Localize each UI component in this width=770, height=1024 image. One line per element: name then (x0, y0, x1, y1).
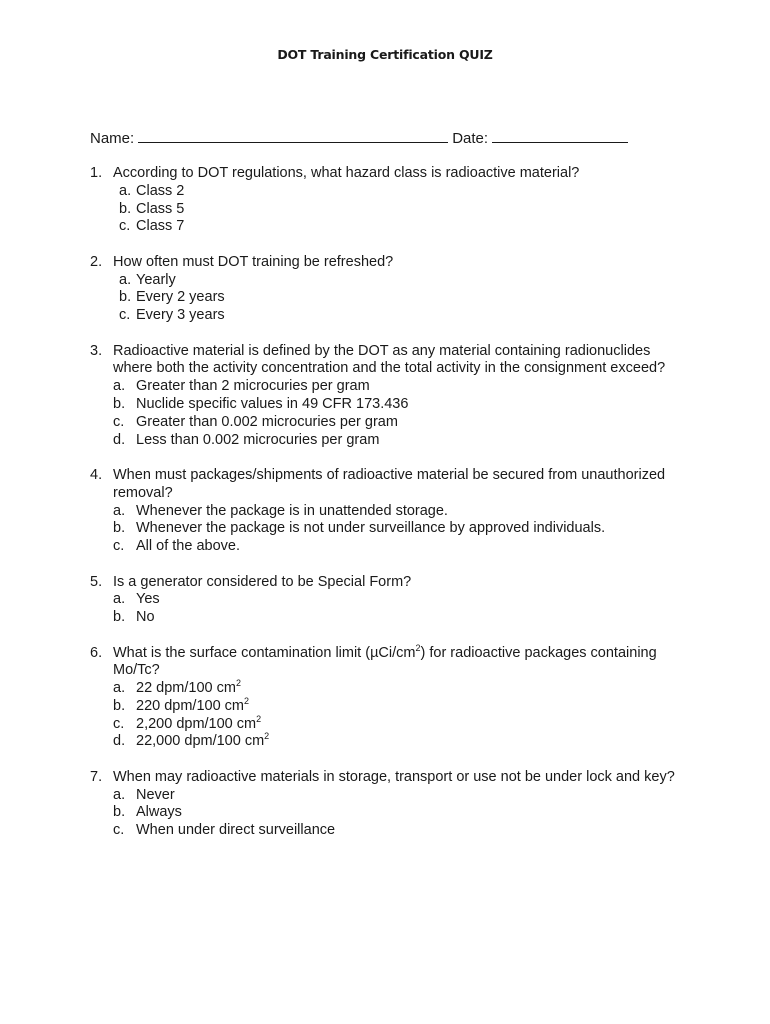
option-text: Always (136, 804, 182, 821)
option-text: Whenever the package is not under surveillance by approved individuals. (136, 520, 606, 537)
option-a[interactable] (113, 272, 690, 290)
option-b[interactable] (113, 396, 690, 414)
superscript: 2 (256, 713, 262, 724)
question-6 (90, 642, 690, 752)
option-text: Yes (136, 591, 160, 608)
option-b[interactable] (113, 289, 690, 307)
option-letter: b. (113, 804, 126, 821)
question-text: When may radioactive materials in storage, transport or use not be under lock and key? (113, 768, 675, 785)
option-b[interactable] (113, 520, 690, 538)
option-letter: a. (113, 378, 126, 395)
option-b[interactable] (113, 695, 690, 716)
date-label: Date: (452, 130, 489, 147)
superscript: 2 (235, 678, 241, 689)
option-letter: a. (113, 786, 126, 803)
option-letter: b. (119, 200, 132, 217)
question-number: 4. (90, 466, 103, 483)
option-a[interactable] (113, 787, 690, 805)
option-letter: d. (113, 733, 126, 750)
option-letter: b. (113, 697, 126, 714)
option-letter: a. (119, 271, 132, 288)
option-text-part: 22,000 dpm/100 cm (136, 733, 265, 750)
option-text-part: 220 dpm/100 cm (136, 697, 245, 714)
question-7 (90, 769, 690, 840)
date-field[interactable] (492, 128, 628, 143)
option-list (113, 378, 690, 449)
question-text-part: What is the surface contamination limit (µCi/cm (113, 644, 416, 661)
question-list (90, 165, 690, 858)
name-label: Name: (90, 130, 135, 147)
option-b[interactable] (113, 804, 690, 822)
option-letter: b. (113, 609, 126, 626)
option-list (113, 787, 690, 840)
option-list (113, 591, 690, 627)
option-c[interactable] (113, 822, 690, 840)
option-letter: b. (113, 395, 126, 412)
option-a[interactable] (113, 591, 690, 609)
option-text-part: 2,200 dpm/100 cm (136, 715, 257, 732)
option-text: Yearly (136, 271, 176, 288)
option-text: All of the above. (136, 538, 240, 555)
option-b[interactable] (113, 609, 690, 627)
option-text: Less than 0.002 microcuries per gram (136, 431, 380, 448)
option-list (113, 183, 690, 236)
question-number: 7. (90, 768, 103, 785)
option-letter: a. (119, 182, 132, 199)
question-1 (90, 165, 690, 236)
question-text: Is a generator considered to be Special Form? (113, 573, 412, 590)
question-3 (90, 343, 690, 450)
question-text: Radioactive material is defined by the DOT as any material containing radionuclides where both the activity concentration and the total activity in the consignment exceed? (113, 342, 666, 377)
option-d[interactable] (113, 432, 690, 450)
option-c[interactable] (113, 538, 690, 556)
option-letter: a. (113, 502, 126, 519)
option-letter: c. (113, 715, 125, 732)
option-a[interactable] (113, 183, 690, 201)
option-text: Whenever the package is in unattended storage. (136, 502, 448, 519)
option-c[interactable] (113, 713, 690, 734)
option-letter: d. (113, 431, 126, 448)
option-text: Greater than 2 microcuries per gram (136, 378, 370, 395)
option-text: Every 2 years (136, 289, 225, 306)
superscript: 2 (415, 642, 421, 653)
question-text: How often must DOT training be refreshed? (113, 253, 394, 270)
option-list (113, 680, 690, 751)
option-text: Greater than 0.002 microcuries per gram (136, 413, 398, 430)
option-letter: c. (119, 307, 131, 324)
option-text (136, 733, 269, 751)
option-text: Never (136, 786, 175, 803)
option-text: When under direct surveillance (136, 822, 336, 839)
option-text-part: 22 dpm/100 cm (136, 680, 236, 697)
option-list (113, 503, 690, 556)
option-text (136, 713, 262, 734)
option-d[interactable] (113, 733, 690, 751)
option-list (113, 272, 690, 325)
option-b[interactable] (113, 201, 690, 219)
option-a[interactable] (113, 378, 690, 396)
option-text: Class 2 (136, 182, 185, 199)
option-letter: b. (119, 289, 132, 306)
option-letter: b. (113, 520, 126, 537)
name-date-line (90, 128, 632, 147)
question-text: According to DOT regulations, what hazard class is radioactive material? (113, 165, 580, 181)
option-text (136, 695, 250, 716)
option-letter: a. (113, 591, 126, 608)
question-2 (90, 254, 690, 325)
question-number: 5. (90, 573, 103, 590)
option-c[interactable] (113, 414, 690, 432)
superscript: 2 (264, 731, 270, 742)
option-a[interactable] (113, 680, 690, 698)
option-letter: c. (113, 413, 125, 430)
question-text: When must packages/shipments of radioactive material be secured from unauthorized removal? (113, 466, 666, 501)
option-letter: c. (113, 822, 125, 839)
page-title: DOT Training Certification QUIZ (277, 47, 493, 62)
question-number: 3. (90, 342, 103, 359)
question-number: 6. (90, 644, 103, 661)
option-text (136, 680, 241, 698)
option-letter: c. (113, 538, 125, 555)
option-letter: a. (113, 680, 126, 697)
option-text: Class 7 (136, 218, 185, 235)
question-text (113, 642, 690, 681)
superscript: 2 (244, 695, 250, 706)
option-text: Every 3 years (136, 307, 225, 324)
question-5 (90, 574, 690, 627)
option-a[interactable] (113, 503, 690, 521)
option-c[interactable] (113, 307, 690, 325)
question-number: 1. (90, 165, 103, 181)
option-letter: c. (119, 218, 131, 235)
question-4 (90, 467, 690, 556)
option-text: Class 5 (136, 200, 185, 217)
question-number: 2. (90, 253, 103, 270)
question-text-part: ) for radioactive packages containing Mo/Tc? (113, 644, 657, 679)
name-field[interactable] (138, 128, 448, 143)
option-text: Nuclide specific values in 49 CFR 173.436 (136, 395, 409, 412)
option-c[interactable] (113, 218, 690, 236)
option-text: No (136, 609, 155, 626)
